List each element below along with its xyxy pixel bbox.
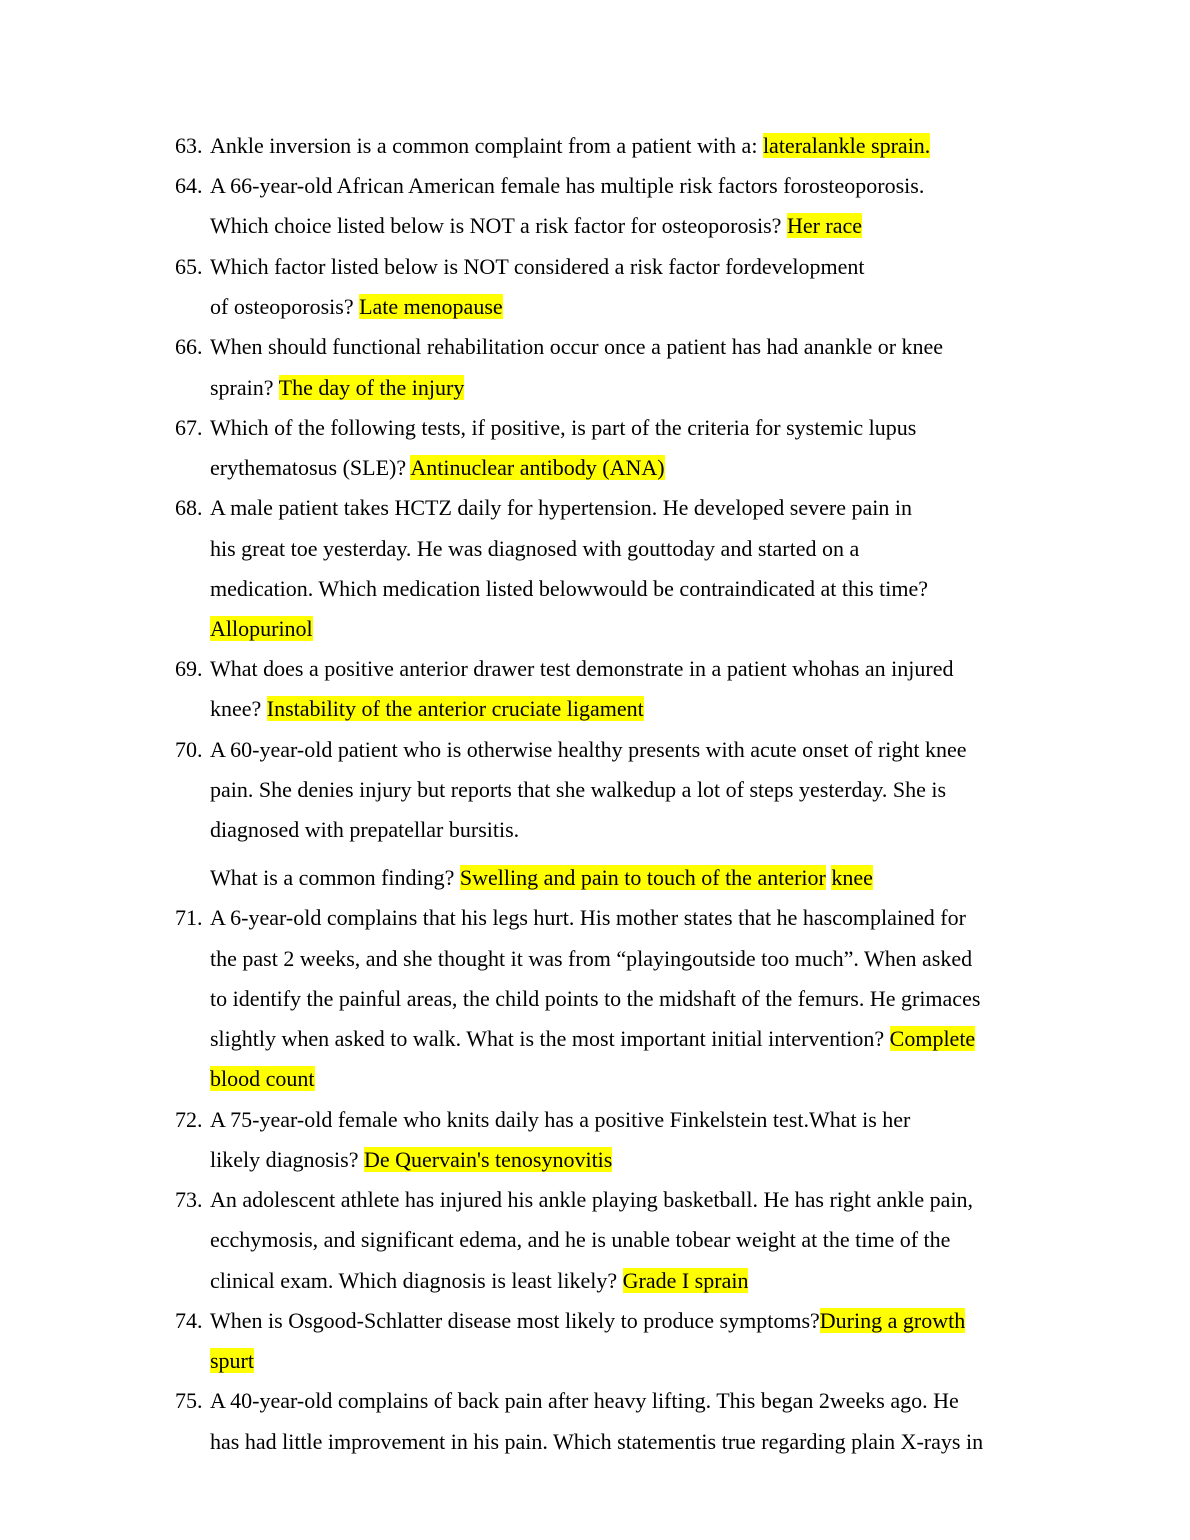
question-text: clinical exam. Which diagnosis is least likely? Grade I sprain bbox=[210, 1268, 749, 1293]
highlighted-answer: Instability of the anterior cruciate ligament bbox=[266, 696, 644, 721]
question-number: 70. bbox=[175, 737, 203, 762]
question-text: A male patient takes HCTZ daily for hypertension. He developed severe pain in bbox=[210, 495, 912, 520]
question-number: 72. bbox=[175, 1107, 203, 1132]
question-number: 66. bbox=[175, 334, 203, 359]
question-number: 75. bbox=[175, 1388, 203, 1413]
question-text: knee? Instability of the anterior cruciate ligament bbox=[210, 696, 644, 721]
question-text: A 75-year-old female who knits daily has a positive Finkelstein test.What is her bbox=[210, 1107, 911, 1132]
question-number: 69. bbox=[175, 656, 203, 681]
question-text: to identify the painful areas, the child points to the midshaft of the femurs. He grimaces bbox=[210, 986, 981, 1011]
question-text: likely diagnosis? De Quervain's tenosynovitis bbox=[210, 1147, 613, 1172]
highlighted-answer: Antinuclear antibody (ANA) bbox=[410, 455, 665, 480]
question-text: sprain? The day of the injury bbox=[210, 375, 465, 400]
question-text: diagnosed with prepatellar bursitis. bbox=[210, 817, 520, 842]
highlighted-answer: spurt bbox=[210, 1348, 254, 1373]
question-text: Ankle inversion is a common complaint from a patient with a: lateralankle sprain. bbox=[210, 133, 931, 158]
highlighted-answer: Swelling and pain to touch of the anterior bbox=[459, 865, 826, 890]
question-text: A 6-year-old complains that his legs hurt. His mother states that he hascomplained for bbox=[210, 905, 966, 930]
question-text: Which choice listed below is NOT a risk factor for osteoporosis? Her race bbox=[210, 213, 863, 238]
highlighted-answer: De Quervain's tenosynovitis bbox=[363, 1147, 613, 1172]
highlighted-answer: lateralankle sprain. bbox=[762, 133, 931, 158]
question-text: What does a positive anterior drawer test demonstrate in a patient whohas an injured bbox=[210, 656, 954, 681]
question-text bbox=[210, 616, 313, 642]
question-text: What is a common finding? Swelling and pain to touch of the anterior knee bbox=[210, 865, 873, 890]
question-text: pain. She denies injury but reports that she walkedup a lot of steps yesterday. She is bbox=[210, 777, 947, 802]
highlighted-answer: blood count bbox=[210, 1066, 315, 1091]
highlighted-answer: Late menopause bbox=[359, 294, 503, 319]
question-text: When is Osgood-Schlatter disease most likely to produce symptoms?During a growth bbox=[210, 1308, 966, 1333]
question-text: Which of the following tests, if positive, is part of the criteria for systemic lupus bbox=[210, 415, 917, 440]
question-number: 67. bbox=[175, 415, 203, 440]
question-number: 74. bbox=[175, 1308, 203, 1333]
question-text: When should functional rehabilitation occur once a patient has had anankle or knee bbox=[210, 334, 944, 359]
question-text bbox=[210, 1066, 315, 1092]
question-number: 65. bbox=[175, 254, 203, 279]
question-text: A 60-year-old patient who is otherwise healthy presents with acute onset of right knee bbox=[210, 737, 967, 762]
question-text: medication. Which medication listed belowwould be contraindicated at this time? bbox=[210, 576, 929, 601]
highlighted-answer: Allopurinol bbox=[210, 616, 313, 641]
question-text: erythematosus (SLE)? Antinuclear antibody (ANA) bbox=[210, 455, 665, 480]
question-text: slightly when asked to walk. What is the most important initial intervention? Complete bbox=[210, 1026, 976, 1051]
question-text: A 40-year-old complains of back pain after heavy lifting. This began 2weeks ago. He bbox=[210, 1388, 959, 1413]
question-text: has had little improvement in his pain. Which statementis true regarding plain X-rays in bbox=[210, 1429, 984, 1454]
question-text: A 66-year-old African American female has multiple risk factors forosteoporosis. bbox=[210, 173, 925, 198]
question-text: of osteoporosis? Late menopause bbox=[210, 294, 503, 319]
question-number: 63. bbox=[175, 133, 203, 158]
highlighted-answer: knee bbox=[831, 865, 873, 890]
question-text: ecchymosis, and significant edema, and he is unable tobear weight at the time of the bbox=[210, 1227, 951, 1252]
question-number: 73. bbox=[175, 1187, 203, 1212]
question-text: Which factor listed below is NOT considered a risk factor fordevelopment bbox=[210, 254, 865, 279]
highlighted-answer: Grade I sprain bbox=[622, 1268, 749, 1293]
highlighted-answer: The day of the injury bbox=[278, 375, 465, 400]
question-number: 68. bbox=[175, 495, 203, 520]
question-number: 64. bbox=[175, 173, 203, 198]
highlighted-answer: During a growth bbox=[819, 1308, 966, 1333]
question-text bbox=[210, 1348, 254, 1374]
highlighted-answer: Her race bbox=[786, 213, 863, 238]
question-text: the past 2 weeks, and she thought it was from “playingoutside too much”. When asked bbox=[210, 946, 973, 971]
question-text: his great toe yesterday. He was diagnosed with gouttoday and started on a bbox=[210, 536, 860, 561]
question-text: An adolescent athlete has injured his ankle playing basketball. He has right ankle pain, bbox=[210, 1187, 974, 1212]
highlighted-answer: Complete bbox=[889, 1026, 976, 1051]
question-number: 71. bbox=[175, 905, 203, 930]
